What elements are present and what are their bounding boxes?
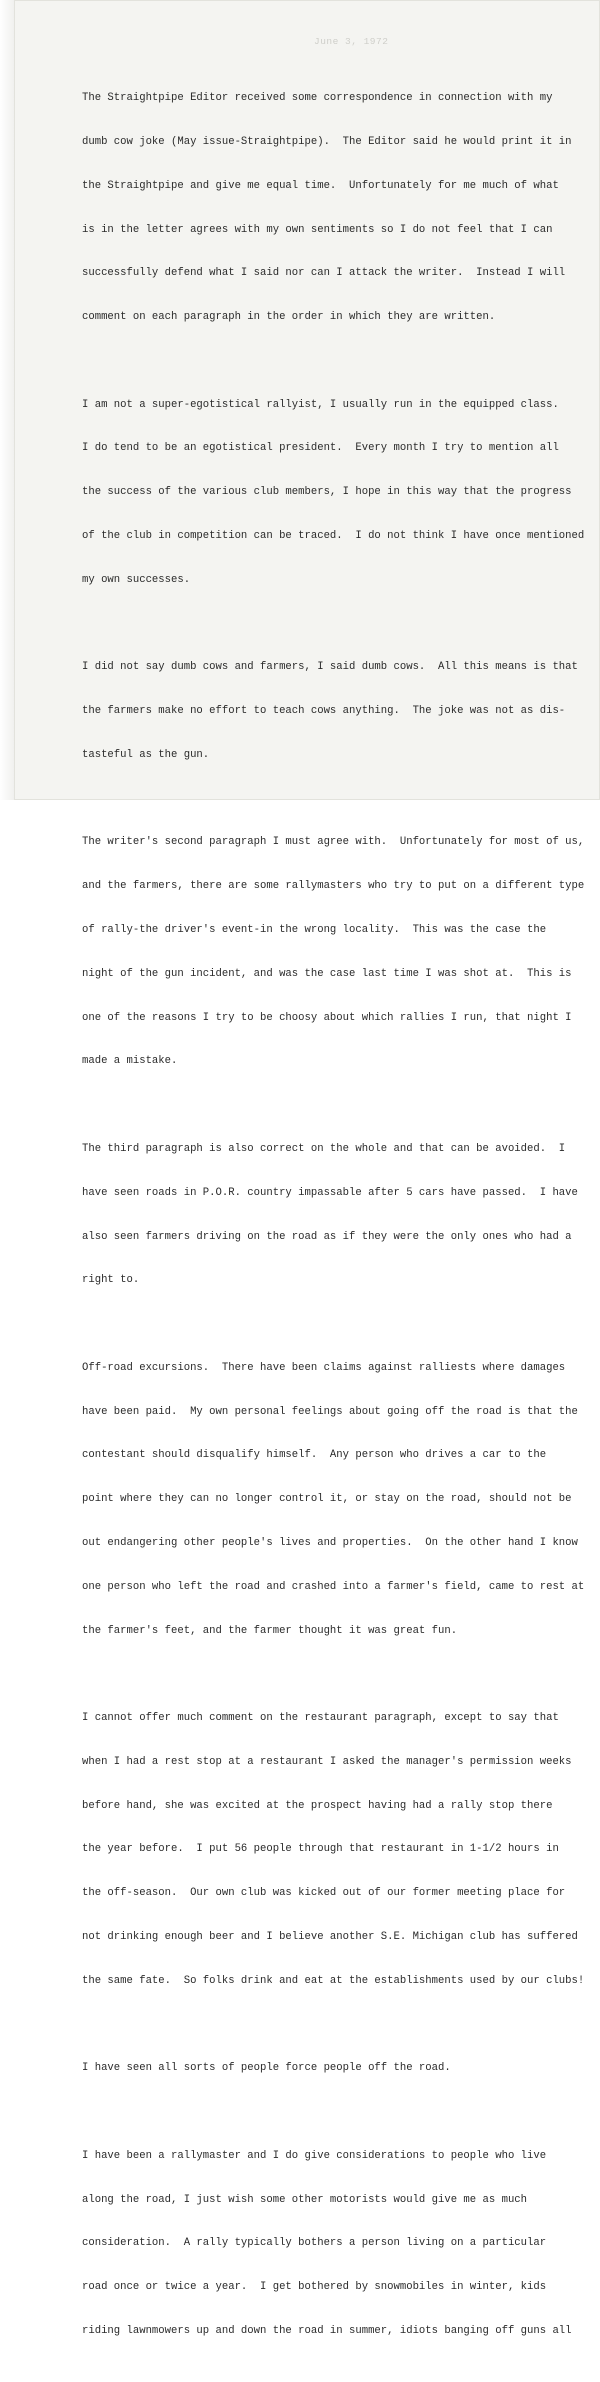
text-line: The writer's second paragraph I must agree with. Unfortunately for most of us, (82, 836, 585, 849)
bleed-through-date: June 3, 1972 (314, 36, 389, 47)
text-line: the year before. I put 56 people through that restaurant in 1-1/2 hours in (82, 1843, 559, 1856)
text-line: contestant should disqualify himself. Any person who drives a car to the (82, 1449, 547, 1462)
text-line: out endangering other people's lives and properties. On the other hand I know (82, 1536, 578, 1549)
paragraph-4 (82, 806, 585, 1098)
letter-body (82, 62, 585, 2382)
text-line: tasteful as the gun. (82, 748, 210, 761)
text-line: The third paragraph is also correct on the whole and that can be avoided. I (82, 1142, 566, 1155)
text-line: I am not a super-egotistical rallyist, I usually run in the equipped class. (82, 398, 559, 411)
paragraph-9 (82, 2120, 582, 2368)
text-line: also seen farmers driving on the road as if they were the only ones who had a (82, 1230, 572, 1243)
text-line: right to. (82, 1274, 140, 1287)
text-line: the success of the various club members, I hope in this way that the progress (82, 486, 572, 499)
text-line: the farmers make no effort to teach cows anything. The joke was not as dis- (82, 705, 566, 718)
text-line: have seen roads in P.O.R. country impassable after 5 cars have passed. I have (82, 1186, 578, 1199)
text-line: comment on each paragraph in the order in which they are written. (82, 311, 496, 324)
paragraph-7 (82, 1682, 585, 2018)
text-line: not drinking enough beer and I believe another S.E. Michigan club has suffered (82, 1931, 578, 1943)
text-line: and the farmers, there are some rallymasters who try to put on a different type (82, 880, 585, 893)
paragraph-2 (82, 368, 585, 616)
text-line: the Straightpipe and give me equal time. Unfortunately for me much of what (82, 179, 559, 192)
text-line: when I had a rest stop at a restaurant I asked the manager's permission weeks (82, 1755, 572, 1768)
text-line: is in the letter agrees with my own sentiments so I do not feel that I can (82, 223, 553, 236)
text-line: the farmer's feet, and the farmer thought it was great fun. (82, 1624, 458, 1637)
paragraph-8 (82, 2032, 582, 2105)
text-line: of the club in competition can be traced. I do not think I have once mentioned (82, 530, 585, 542)
paragraph-1 (82, 62, 582, 354)
text-line: have been paid. My own personal feelings about going off the road is that the (82, 1405, 578, 1418)
text-line: my own successes. (82, 573, 191, 586)
text-line: I do tend to be an egotistical president. Every month I try to mention all (82, 442, 559, 455)
text-line: road once or twice a year. I get bothered by snowmobiles in winter, kids (82, 2281, 547, 2294)
text-line: one person who left the road and crashed into a farmer's field, came to rest at (82, 1580, 585, 1593)
text-line: of rally-the driver's event-in the wrong locality. This was the case the (82, 924, 547, 937)
typed-letter-page (14, 0, 600, 2338)
text-line: I cannot offer much comment on the restaurant paragraph, except to say that (82, 1712, 559, 1725)
paragraph-6 (82, 1332, 585, 1668)
text-line: the same fate. So folks drink and eat at the establishments used by our clubs! (82, 1974, 585, 1987)
text-line: The Straightpipe Editor received some correspondence in connection with my (82, 92, 553, 105)
paragraph-5 (82, 1113, 582, 1317)
text-line: I have seen all sorts of people force people off the road. (82, 2062, 451, 2075)
text-line: I did not say dumb cows and farmers, I said dumb cows. All this means is that (82, 661, 578, 674)
text-line: successfully defend what I said nor can I attack the writer. Instead I will (82, 267, 566, 280)
paragraph-3 (82, 631, 582, 792)
text-line: made a mistake. (82, 1055, 178, 1068)
text-line: I have been a rallymaster and I do give considerations to people who live (82, 2149, 547, 2162)
text-line: consideration. A rally typically bothers a person living on a particular (82, 2237, 547, 2250)
text-line: Off-road excursions. There have been claims against ralliests where damages (82, 1361, 566, 1374)
text-line: one of the reasons I try to be choosy about which rallies I run, that night I (82, 1011, 572, 1024)
text-line: night of the gun incident, and was the case last time I was shot at. This is (82, 967, 572, 980)
text-line: dumb cow joke (May issue-Straightpipe). The Editor said he would print it in (82, 135, 572, 148)
page-edge-shadow (0, 0, 14, 800)
text-line: riding lawnmowers up and down the road in summer, idiots banging off guns all (82, 2325, 572, 2338)
text-line: along the road, I just wish some other motorists would give me as much (82, 2193, 528, 2206)
text-line: the off-season. Our own club was kicked out of our former meeting place for (82, 1887, 566, 1900)
text-line: point where they can no longer control it, or stay on the road, should not be (82, 1493, 572, 1506)
text-line: before hand, she was excited at the prospect having had a rally stop there (82, 1799, 553, 1812)
